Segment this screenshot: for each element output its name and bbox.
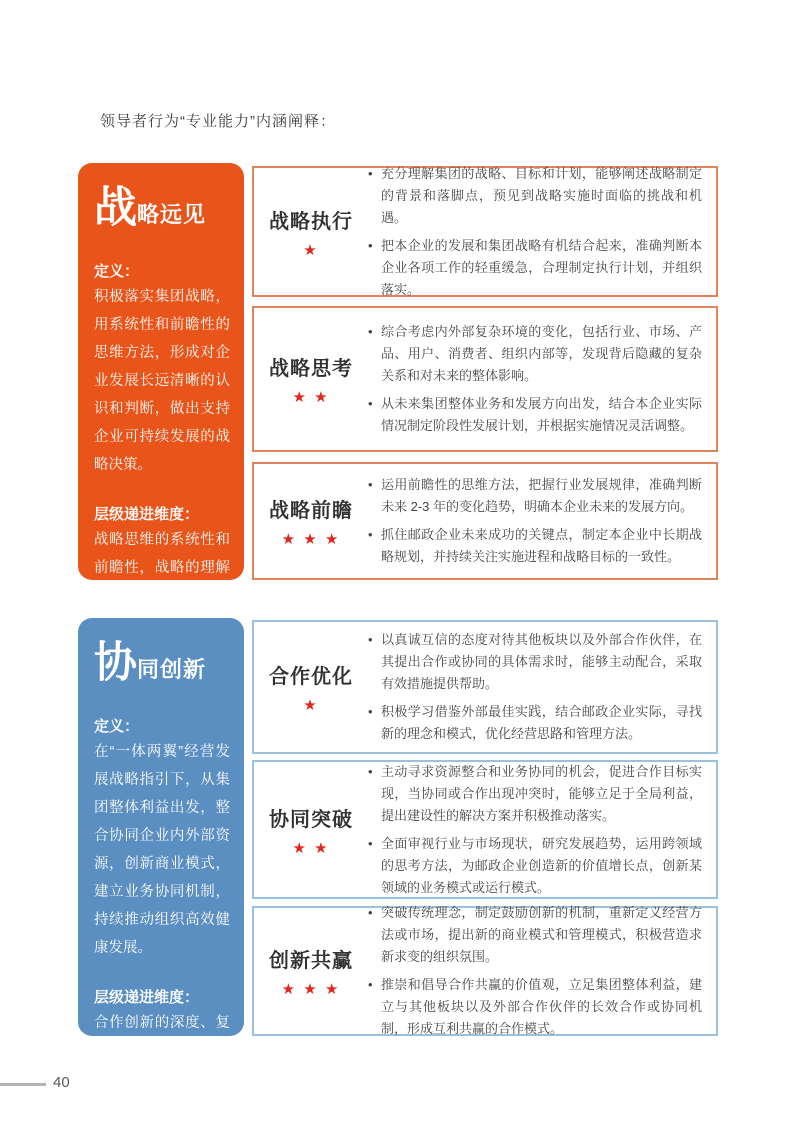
bullet-item: • 主动寻求资源整合和业务协同的机会，促进合作目标实现，当协同或合作出现冲突时，能够立足于全局利益，提出建设性的解决方案并积极推动落实。 xyxy=(368,761,702,827)
bullet-dot-icon: • xyxy=(368,905,373,920)
section-collaborative-innovation xyxy=(78,618,718,1087)
level-bullets xyxy=(368,894,716,1048)
bullet-item: • 把本企业的发展和集团战略有机结合起来，准确判断本企业各项工作的轻重缓急，合理制定执行计划，并组织落实。 xyxy=(368,235,702,301)
star-rating-icon: ★ ★ ★ xyxy=(281,531,341,548)
collaborative-innovation-panel xyxy=(78,618,244,1087)
bullet-item: • 全面审视行业与市场现状，研究发展趋势，运用跨领域的思考方法，为邮政企业创造新的价值增长点，创新某领域的业务模式或运行模式。 xyxy=(368,833,702,899)
bullet-item: • 综合考虑内外部复杂环境的变化，包括行业、市场、产品、用户、消费者、组织内部等，发现背后隐藏的复杂关系和对未来的整体影响。 xyxy=(368,321,702,387)
bullet-dot-icon: • xyxy=(368,977,373,992)
panel-title-rest: 同创新 xyxy=(137,657,207,682)
bullet-dot-icon: • xyxy=(368,763,373,779)
bullet-item: • 充分理解集团的战略、目标和计划，能够阐述战略制定的背景和落脚点，预见到战略实施时面临的挑战和机遇。 xyxy=(368,163,702,229)
star-rating-icon: ★ xyxy=(303,697,319,714)
bullet-dot-icon: • xyxy=(368,324,373,339)
footer-divider xyxy=(0,1083,46,1086)
level-box-strategy-foresight xyxy=(252,462,718,580)
level-box-cooperation-optimization xyxy=(252,620,718,754)
section-strategic-vision xyxy=(78,163,718,604)
level-name: 合作优化 xyxy=(269,666,353,688)
dimension-text: 战略思维的系统性和前瞻性，战略的理解与执行程度。 xyxy=(94,532,230,604)
dimension-label: 层级递进维度： xyxy=(94,989,200,1006)
level-name: 战略思考 xyxy=(269,358,353,380)
page-number: 40 xyxy=(53,1074,70,1091)
bullet-dot-icon: • xyxy=(368,704,373,719)
level-name: 战略前瞻 xyxy=(269,500,353,522)
bullet-item: • 突破传统理念，制定鼓励创新的机制，重新定义经营方法或市场，提出新的商业模式和管理模式，积极营造求新求变的组织氛围。 xyxy=(368,902,702,968)
level-box-strategy-execution xyxy=(252,166,718,297)
dimension-text: 合作创新的深度、复杂度和共同利益的关注度。 xyxy=(94,1015,230,1087)
level-label xyxy=(254,205,368,259)
definition-text: 在“一体两翼”经营发展战略指引下，从集团整体利益出发，整合协同企业内外部资源，创新商业模式，建立业务协同机制，持续推动组织高效健康发展。 xyxy=(94,744,230,956)
star-rating-icon: ★ ★ xyxy=(292,389,330,406)
level-box-innovation-win-win xyxy=(252,906,718,1036)
level-bullets xyxy=(368,753,716,907)
bullet-item: • 运用前瞻性的思维方法，把握行业发展规律，准确判断未来 2-3 年的变化趋势，明确本企业未来的发展方向。 xyxy=(368,474,702,518)
bullet-item: • 从未来集团整体业务和发展方向出发，结合本企业实际情况制定阶段性发展计划，并根据实施情况灵活调整。 xyxy=(368,393,702,437)
bullet-dot-icon: • xyxy=(368,632,373,647)
bullet-dot-icon: • xyxy=(368,477,373,492)
panel-title-rest: 略远见 xyxy=(137,202,207,227)
bullet-item: • 推崇和倡导合作共赢的价值观，立足集团整体利益，建立与其他板块以及外部合作伙伴的长效合作或协同机制，形成互利共赢的合作模式。 xyxy=(368,974,702,1040)
bullet-item: • 抓住邮政企业未来成功的关键点，制定本企业中长期战略规划，并持续关注实施进程和战略目标的一致性。 xyxy=(368,524,702,568)
star-rating-icon: ★ ★ xyxy=(292,839,330,857)
level-bullets xyxy=(368,313,716,445)
level-bullets xyxy=(368,466,716,576)
level-name: 协同突破 xyxy=(269,808,353,831)
level-box-synergy-breakthrough xyxy=(252,760,718,899)
level-name: 创新共赢 xyxy=(269,950,353,972)
level-label xyxy=(254,803,368,857)
level-label xyxy=(254,494,368,548)
star-rating-icon: ★ ★ ★ xyxy=(281,981,341,998)
definition-label: 定义： xyxy=(94,718,140,735)
panel-title-big-char: 协 xyxy=(94,639,137,687)
bullet-item: • 以真诚互信的态度对待其他板块以及外部合作伙伴，在其提出合作或协同的具体需求时，能够主动配合，采取有效措施提供帮助。 xyxy=(368,629,702,695)
panel-title-big-char: 战 xyxy=(94,184,137,232)
bullet-dot-icon: • xyxy=(368,237,373,253)
level-name: 战略执行 xyxy=(269,210,353,233)
level-label xyxy=(254,352,368,406)
panel-title xyxy=(94,184,230,232)
bullet-dot-icon: • xyxy=(368,835,373,851)
star-rating-icon: ★ xyxy=(303,241,319,259)
bullet-item: • 积极学习借鉴外部最佳实践，结合邮政企业实际，寻找新的理念和模式，优化经营思路和管理方法。 xyxy=(368,701,702,745)
level-label xyxy=(254,660,368,714)
dimension-label: 层级递进维度： xyxy=(94,506,200,523)
bullet-dot-icon: • xyxy=(368,165,373,181)
definition-text: 积极落实集团战略，用系统性和前瞻性的思维方法，形成对企业发展长远清晰的认识和判断，做出支持企业可持续发展的战略决策。 xyxy=(94,289,230,473)
bullet-dot-icon: • xyxy=(368,396,373,411)
definition-label: 定义： xyxy=(94,263,140,280)
bullet-dot-icon: • xyxy=(368,527,373,542)
level-bullets xyxy=(368,155,716,309)
page-heading: 领导者行为“专业能力”内涵阐释： xyxy=(100,113,336,130)
panel-title xyxy=(94,639,230,687)
level-bullets xyxy=(368,621,716,753)
level-box-strategy-thinking xyxy=(252,306,718,452)
level-label xyxy=(254,944,368,998)
strategic-vision-panel xyxy=(78,163,244,604)
